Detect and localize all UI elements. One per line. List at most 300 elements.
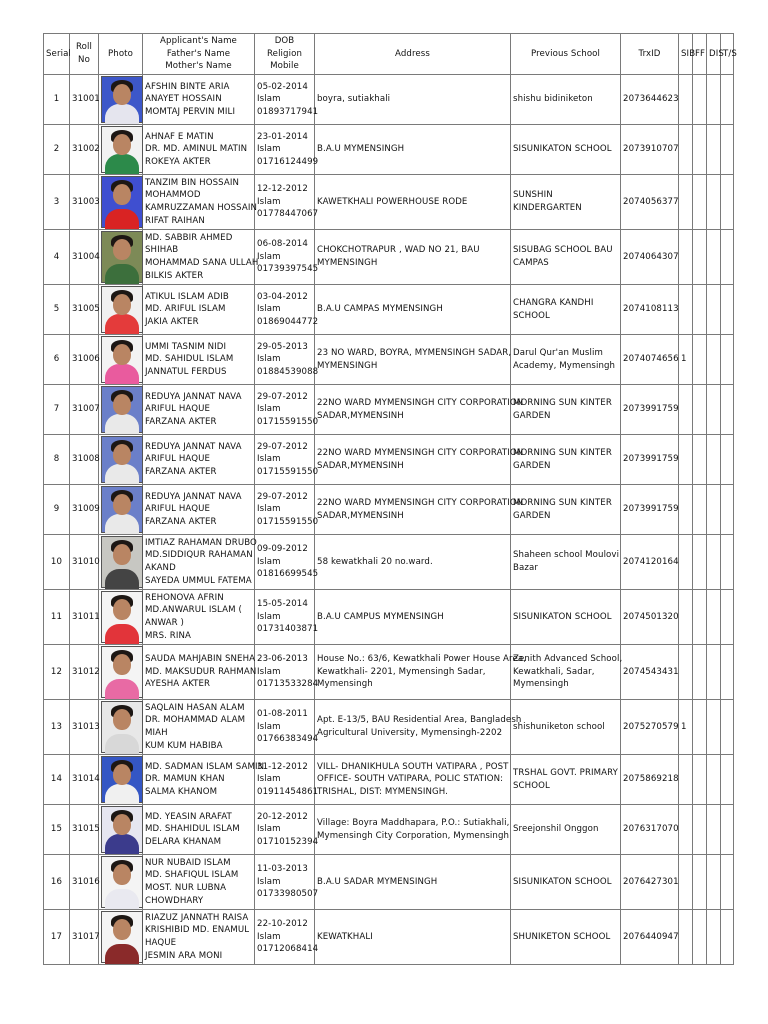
photo-shoulders <box>105 209 139 229</box>
table-header <box>44 34 737 75</box>
dob-religion-mobile-cell <box>255 755 319 805</box>
name-line: MD. SHAFIQUL ISLAM <box>145 870 239 881</box>
mobile-value: 01716124499 <box>257 156 319 167</box>
ts-cell <box>721 230 734 285</box>
ts-cell <box>721 385 734 435</box>
roll-no-cell: 31016 <box>70 855 99 910</box>
name-line: DR. MOHAMMAD ALAM <box>145 715 246 726</box>
name-line: KAMRUZZAMAN HOSSAIN <box>145 203 258 213</box>
religion-value: Islam <box>257 824 281 835</box>
name-line: KUM KUM HABIBA <box>145 740 223 751</box>
school-line: MORNING SUN KINTER <box>513 497 612 508</box>
dis-cell <box>707 485 721 535</box>
ts-cell <box>721 755 734 805</box>
address-cell <box>315 435 524 485</box>
school-line: KINDERGARTEN <box>513 203 582 213</box>
header-roll-line: Roll <box>75 42 93 53</box>
applicant-photo <box>101 756 143 803</box>
photo-shoulders <box>105 734 139 754</box>
applicant-photo <box>101 701 143 753</box>
address-line: SADAR,MYMENSINH <box>317 460 404 471</box>
school-line: Mymensingh <box>513 679 569 690</box>
photo-face <box>113 654 131 675</box>
applicant-photo <box>101 591 143 643</box>
mobile-value: 01712068414 <box>257 944 319 955</box>
previous-school-cell <box>511 910 621 965</box>
school-line: Kewatkhali, Sadar, <box>513 666 595 677</box>
address-cell <box>315 230 511 285</box>
address-line: OFFICE- SOUTH VATIPARA, POLIC STATION: <box>317 774 504 785</box>
dis-cell <box>707 75 721 125</box>
address-cell <box>315 590 511 645</box>
photo-cell <box>99 230 143 285</box>
dob-value: 23-06-2013 <box>257 654 308 665</box>
photo-cell <box>99 175 143 230</box>
photo-face <box>113 864 131 885</box>
address-line: TRISHAL, DIST: MYMENSINGH. <box>317 786 448 797</box>
table-row <box>44 755 734 805</box>
photo-face <box>113 764 131 785</box>
header-serial: Serial <box>44 34 70 75</box>
photo-shoulders <box>105 104 139 124</box>
name-line: BILKIS AKTER <box>145 270 204 281</box>
mobile-value: 01778447067 <box>257 209 319 220</box>
names-cell <box>143 645 255 700</box>
address-line: 22NO WARD MYMENSINGH CITY CORPORATION <box>317 447 524 458</box>
name-line: MD. SABBIR AHMED <box>145 232 233 243</box>
dob-religion-mobile-cell <box>255 230 319 285</box>
address-line: boyra, sutiakhali <box>317 94 391 105</box>
name-line: MD. MAKSUDUR RAHMAN <box>145 666 257 677</box>
sib-cell <box>679 125 693 175</box>
names-cell <box>143 385 255 435</box>
address-line: 22NO WARD MYMENSINGH CITY CORPORATION <box>317 497 524 508</box>
name-line: MOMTAJ PERVIN MILI <box>145 106 236 117</box>
name-line: ANWAR ) <box>145 618 184 628</box>
name-line: SAYEDA UMMUL FATEMA <box>145 575 252 586</box>
sib-cell <box>679 385 693 435</box>
ff-cell <box>693 285 707 335</box>
trxid-cell: 2074064307 <box>621 230 679 285</box>
school-line: CHANGRA KANDHI <box>513 297 594 308</box>
table-row <box>44 125 734 175</box>
ff-cell <box>693 230 707 285</box>
school-line: SISUNIKATON SCHOOL <box>513 611 612 622</box>
school-line: MORNING SUN KINTER <box>513 397 612 408</box>
address-cell <box>315 285 511 335</box>
dis-cell <box>707 230 721 285</box>
photo-cell <box>99 285 143 335</box>
address-line: KEWATKHALI <box>317 931 373 942</box>
trxid-cell: 2073644623 <box>621 75 679 125</box>
school-line: SCHOOL <box>513 780 550 791</box>
header-father-name: Father's Name <box>166 48 231 59</box>
photo-shoulders <box>105 314 139 334</box>
mobile-value: 01766383494 <box>257 734 319 745</box>
photo-shoulders <box>105 834 139 854</box>
sib-cell <box>679 285 693 335</box>
dob-religion-mobile-cell <box>255 485 319 535</box>
mobile-value: 01733980507 <box>257 889 319 900</box>
dob-religion-mobile-cell <box>255 590 319 645</box>
dob-value: 29-07-2012 <box>257 391 308 402</box>
religion-value: Islam <box>257 721 281 732</box>
school-line: GARDEN <box>513 410 551 421</box>
address-line: KAWETKHALI POWERHOUSE RODE <box>317 196 468 207</box>
address-cell <box>315 175 511 230</box>
religion-value: Islam <box>257 354 281 365</box>
name-line: RIAZUZ JANNATH RAISA <box>145 912 249 923</box>
header-photo: Photo <box>99 34 143 75</box>
photo-cell <box>99 645 143 700</box>
school-line: Bazar <box>513 563 538 573</box>
trxid-cell: 2076317070 <box>621 805 679 855</box>
address-line: Kewatkhali- 2201, Mymensingh Sadar, <box>317 666 486 677</box>
names-cell <box>143 230 259 285</box>
trxid-cell: 2076427301 <box>621 855 679 910</box>
name-line: DELARA KHANAM <box>145 836 222 847</box>
header-no-line: No <box>78 55 90 65</box>
sib-cell <box>679 645 693 700</box>
dob-value: 23-01-2014 <box>257 131 308 142</box>
trxid-cell: 2074056377 <box>621 175 679 230</box>
photo-shoulders <box>105 624 139 644</box>
name-line: JAKIA AKTER <box>145 316 199 327</box>
mobile-value: 01731403871 <box>257 624 319 635</box>
previous-school-cell <box>511 75 621 125</box>
sib-cell <box>679 855 693 910</box>
previous-school-cell <box>511 175 621 230</box>
roll-no-cell: 31007 <box>70 385 99 435</box>
photo-shoulders <box>105 464 139 484</box>
name-line: JANNATUL FERDUS <box>145 366 227 377</box>
religion-value: Islam <box>257 304 281 315</box>
ff-cell <box>693 755 707 805</box>
religion-value: Islam <box>257 556 281 567</box>
table-row <box>44 535 734 590</box>
name-line: MOST. NUR LUBNA <box>145 883 227 893</box>
dob-value: 29-05-2013 <box>257 341 308 352</box>
address-cell <box>315 645 527 700</box>
previous-school-cell <box>511 755 621 805</box>
dob-religion-mobile-cell <box>255 335 319 385</box>
names-cell <box>143 75 255 125</box>
name-line: SHIHAB <box>145 245 179 256</box>
dob-religion-mobile-cell <box>255 435 319 485</box>
photo-cell <box>99 755 143 805</box>
sib-cell <box>679 175 693 230</box>
trxid-cell: 2075869218 <box>621 755 679 805</box>
school-line: SISUNIKATON SCHOOL <box>513 876 612 887</box>
sib-cell <box>679 590 693 645</box>
name-line: ARIFUL HAQUE <box>145 404 211 415</box>
previous-school-cell <box>511 700 621 755</box>
photo-face <box>113 599 131 620</box>
dis-cell <box>707 335 721 385</box>
dob-religion-mobile-cell <box>255 125 319 175</box>
ts-cell <box>721 535 734 590</box>
ts-cell <box>721 855 734 910</box>
name-line: MIAH <box>145 728 168 738</box>
address-line: MYMENSINGH <box>317 360 378 371</box>
address-cell <box>315 75 511 125</box>
previous-school-cell <box>511 535 621 590</box>
address-line: B.A.U CAMPUS MYMENSINGH <box>317 611 444 622</box>
applicant-photo <box>101 126 143 173</box>
photo-cell <box>99 335 143 385</box>
header-ff: FF <box>693 34 707 75</box>
roll-no-cell: 31002 <box>70 125 99 175</box>
ff-cell <box>693 75 707 125</box>
serial-cell: 10 <box>44 535 70 590</box>
header-applicant-name: Applicant's Name <box>160 36 237 47</box>
applicant-table <box>43 33 737 965</box>
trxid-cell: 2073910707 <box>621 125 679 175</box>
sib-cell <box>679 435 693 485</box>
table-row <box>44 855 734 910</box>
dob-value: 31-12-2012 <box>257 761 308 772</box>
ts-cell <box>721 700 734 755</box>
name-line: MD.ANWARUL ISLAM ( <box>145 605 242 616</box>
religion-value: Islam <box>257 251 281 262</box>
name-line: HAQUE <box>145 938 177 948</box>
header-names <box>143 34 255 75</box>
table-row <box>44 910 734 965</box>
school-line: Shaheen school Moulovi <box>513 550 620 561</box>
header-dob: DOB <box>274 36 295 47</box>
mobile-value: 01715591550 <box>257 516 319 527</box>
address-line: SADAR,MYMENSINH <box>317 410 404 421</box>
name-line: ARIFUL HAQUE <box>145 504 211 515</box>
dob-religion-mobile-cell <box>255 645 319 700</box>
ts-cell <box>721 75 734 125</box>
ff-cell <box>693 590 707 645</box>
mobile-value: 01893717941 <box>257 106 319 117</box>
name-line: AHNAF E MATIN <box>145 131 214 142</box>
mobile-value: 01710152394 <box>257 836 319 847</box>
previous-school-cell <box>511 855 621 910</box>
address-cell <box>315 535 511 590</box>
dis-cell <box>707 435 721 485</box>
serial-cell: 12 <box>44 645 70 700</box>
serial-cell: 3 <box>44 175 70 230</box>
school-line: GARDEN <box>513 510 551 521</box>
photo-cell <box>99 590 143 645</box>
name-line: AFSHIN BINTE ARIA <box>145 81 230 92</box>
previous-school-cell <box>511 590 621 645</box>
table-row <box>44 485 734 535</box>
header-previous-school: Previous School <box>511 34 621 75</box>
photo-cell <box>99 805 143 855</box>
name-line: MD. SADMAN ISLAM SAMIN <box>145 761 265 772</box>
serial-cell: 8 <box>44 435 70 485</box>
dob-value: 03-04-2012 <box>257 291 308 302</box>
address-line: 22NO WARD MYMENSINGH CITY CORPORATION <box>317 397 524 408</box>
name-line: SALMA KHANOM <box>145 786 218 797</box>
serial-cell: 16 <box>44 855 70 910</box>
ff-cell <box>693 645 707 700</box>
serial-cell: 5 <box>44 285 70 335</box>
dob-religion-mobile-cell <box>255 535 319 590</box>
ff-cell <box>693 335 707 385</box>
name-line: MOHAMMAD SANA ULLAH <box>145 258 259 268</box>
sib-cell <box>679 910 693 965</box>
name-line: MD. SAHIDUL ISLAM <box>145 354 234 365</box>
religion-value: Islam <box>257 666 281 677</box>
trxid-cell: 2075270579 <box>621 700 679 755</box>
name-line: IMTIAZ RAHAMAN DRUBO <box>145 537 257 548</box>
serial-cell: 9 <box>44 485 70 535</box>
school-line: GARDEN <box>513 460 551 471</box>
photo-cell <box>99 385 143 435</box>
header-sib: SIB <box>679 34 693 75</box>
photo-shoulders <box>105 944 139 964</box>
previous-school-cell <box>511 435 621 485</box>
school-line: SISUNIKATON SCHOOL <box>513 144 612 155</box>
applicant-photo <box>101 486 143 533</box>
table-row <box>44 590 734 645</box>
roll-no-cell: 31009 <box>70 485 99 535</box>
photo-face <box>113 544 131 565</box>
dis-cell <box>707 855 721 910</box>
dob-value: 20-12-2012 <box>257 811 308 822</box>
photo-face <box>113 494 131 515</box>
previous-school-cell <box>511 645 621 700</box>
previous-school-cell <box>511 335 621 385</box>
trxid-cell: 2074074656 <box>621 335 679 385</box>
name-line: JESMIN ARA MONI <box>145 950 223 961</box>
address-line: MYMENSINGH <box>317 258 378 268</box>
name-line: ARIFUL HAQUE <box>145 454 211 465</box>
dis-cell <box>707 755 721 805</box>
religion-value: Islam <box>257 144 281 155</box>
photo-face <box>113 814 131 835</box>
religion-value: Islam <box>257 931 281 942</box>
address-line: 23 NO WARD, BOYRA, MYMENSINGH SADAR, <box>317 347 512 358</box>
address-line: Village: Boyra Maddhapara, P.O.: Sutiakhali, <box>317 817 510 828</box>
header-dis: DIS <box>707 34 721 75</box>
ff-cell <box>693 125 707 175</box>
religion-value: Islam <box>257 774 281 785</box>
ts-cell <box>721 435 734 485</box>
name-line: DR. MD. AMINUL MATIN <box>145 144 248 155</box>
name-line: AKAND <box>145 563 176 573</box>
names-cell <box>143 175 258 230</box>
ts-cell <box>721 335 734 385</box>
school-line: Sreejonshil Onggon <box>513 824 599 835</box>
ts-cell <box>721 645 734 700</box>
trxid-cell: 2073991759 <box>621 435 679 485</box>
name-line: REDUYA JANNAT NAVA <box>145 441 242 452</box>
serial-cell: 17 <box>44 910 70 965</box>
dis-cell <box>707 125 721 175</box>
dob-value: 01-08-2011 <box>257 709 308 720</box>
name-line: FARZANA AKTER <box>145 466 217 477</box>
school-line: MORNING SUN KINTER <box>513 447 612 458</box>
address-cell <box>315 805 511 855</box>
photo-face <box>113 709 131 730</box>
names-cell <box>143 485 255 535</box>
photo-cell <box>99 700 143 755</box>
applicant-photo <box>101 231 143 283</box>
ts-cell <box>721 485 734 535</box>
religion-value: Islam <box>257 454 281 465</box>
name-line: TANZIM BIN HOSSAIN <box>145 177 239 188</box>
dob-value: 11-03-2013 <box>257 864 308 875</box>
address-line: Agricultural University, Mymensingh-2202 <box>317 728 503 738</box>
dis-cell <box>707 535 721 590</box>
address-cell <box>315 335 511 385</box>
photo-face <box>113 919 131 940</box>
ff-cell <box>693 700 707 755</box>
mobile-value: 01713533284 <box>257 679 319 690</box>
sib-cell <box>679 805 693 855</box>
dob-religion-mobile-cell <box>255 75 319 125</box>
mobile-value: 01816699545 <box>257 569 319 580</box>
ff-cell <box>693 485 707 535</box>
previous-school-cell <box>511 385 621 435</box>
header-mother-name: Mother's Name <box>165 61 232 72</box>
name-line: FARZANA AKTER <box>145 516 217 527</box>
names-cell <box>143 590 255 645</box>
applicant-photo <box>101 536 143 588</box>
address-line: House No.: 63/6, Kewatkhali Power House Area, <box>317 654 527 665</box>
photo-face <box>113 134 131 155</box>
sib-cell <box>679 75 693 125</box>
names-cell <box>143 335 255 385</box>
header-roll-no <box>70 34 99 75</box>
roll-no-cell: 31005 <box>70 285 99 335</box>
name-line: MD. YEASIN ARAFAT <box>145 811 232 822</box>
ff-cell <box>693 855 707 910</box>
photo-shoulders <box>105 889 139 909</box>
ts-cell <box>721 805 734 855</box>
dis-cell <box>707 910 721 965</box>
names-cell <box>143 125 255 175</box>
photo-face <box>113 344 131 365</box>
table-row <box>44 435 734 485</box>
photo-face <box>113 239 131 260</box>
trxid-cell: 2073991759 <box>621 385 679 435</box>
roll-no-cell: 31001 <box>70 75 99 125</box>
header-ts: T/S <box>721 34 734 75</box>
previous-school-cell <box>511 805 621 855</box>
trxid-cell: 2076440947 <box>621 910 679 965</box>
photo-face <box>113 84 131 105</box>
dob-religion-mobile-cell <box>255 700 319 755</box>
school-line: Academy, Mymensingh <box>513 360 616 371</box>
name-line: SAUDA MAHJABIN SNEHA <box>145 654 256 665</box>
name-line: ANAYET HOSSAIN <box>145 94 222 105</box>
photo-face <box>113 444 131 465</box>
name-line: DR. MAMUN KHAN <box>145 774 225 785</box>
school-line: SISUBAG SCHOOL BAU <box>513 245 613 256</box>
photo-shoulders <box>105 784 139 804</box>
name-line: MD. SHAHIDUL ISLAM <box>145 824 240 835</box>
applicant-photo <box>101 806 143 853</box>
dis-cell <box>707 805 721 855</box>
header-trxid: TrxID <box>621 34 679 75</box>
address-cell <box>315 910 511 965</box>
religion-value: Islam <box>257 94 281 105</box>
roll-no-cell: 31010 <box>70 535 99 590</box>
religion-value: Islam <box>257 876 281 887</box>
dob-religion-mobile-cell <box>255 855 319 910</box>
roll-no-cell: 31014 <box>70 755 99 805</box>
name-line: RIFAT RAIHAN <box>145 215 205 226</box>
ff-cell <box>693 175 707 230</box>
sib-cell <box>679 230 693 285</box>
